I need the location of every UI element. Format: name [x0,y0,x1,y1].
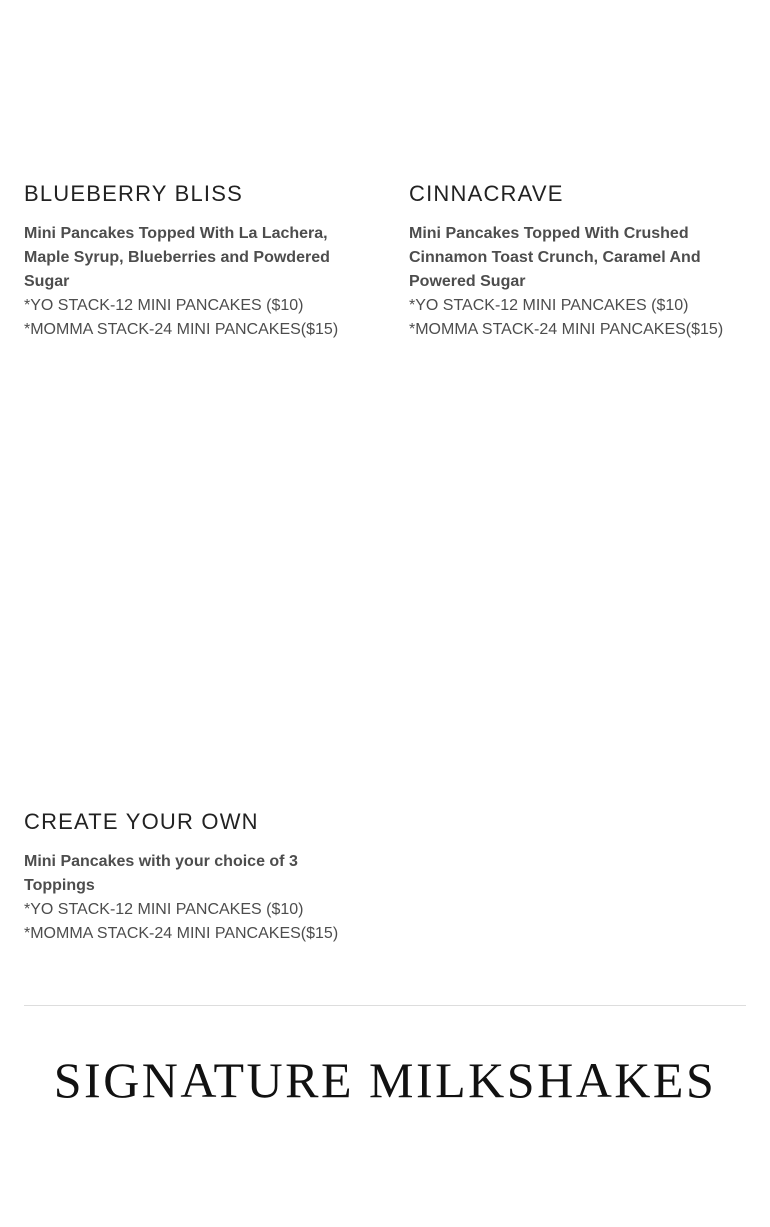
section-title: SIGNATURE MILKSHAKES [53,1052,717,1108]
menu-item-price-yo-stack: *YO STACK-12 MINI PANCAKES ($10) [24,901,304,918]
menu-item-title: CREATE YOUR OWN [24,809,259,834]
menu-item-description: Mini Pancakes Topped With La Lachera, Maple Syrup, Blueberries and Powdered Sugar [24,225,330,290]
menu-item-description: Mini Pancakes Topped With Crushed Cinnamon Toast Crunch, Caramel And Powered Sugar [409,225,701,290]
menu-item-blueberry-bliss [24,181,364,342]
menu-item-cinnacrave [409,181,739,342]
menu-item-price-yo-stack: *YO STACK-12 MINI PANCAKES ($10) [409,297,689,314]
menu-item-price-momma-stack: *MOMMA STACK-24 MINI PANCAKES($15) [409,321,724,338]
menu-item-price-momma-stack: *MOMMA STACK-24 MINI PANCAKES($15) [24,321,339,338]
section-divider [24,1005,746,1006]
menu-item-description: Mini Pancakes with your choice of 3 Toppings [24,853,298,894]
menu-item-create-your-own [24,809,364,946]
menu-item-title: BLUEBERRY BLISS [24,181,243,206]
menu-item-title: CINNACRAVE [409,181,564,206]
menu-item-price-momma-stack: *MOMMA STACK-24 MINI PANCAKES($15) [24,925,339,942]
menu-item-price-yo-stack: *YO STACK-12 MINI PANCAKES ($10) [24,297,304,314]
